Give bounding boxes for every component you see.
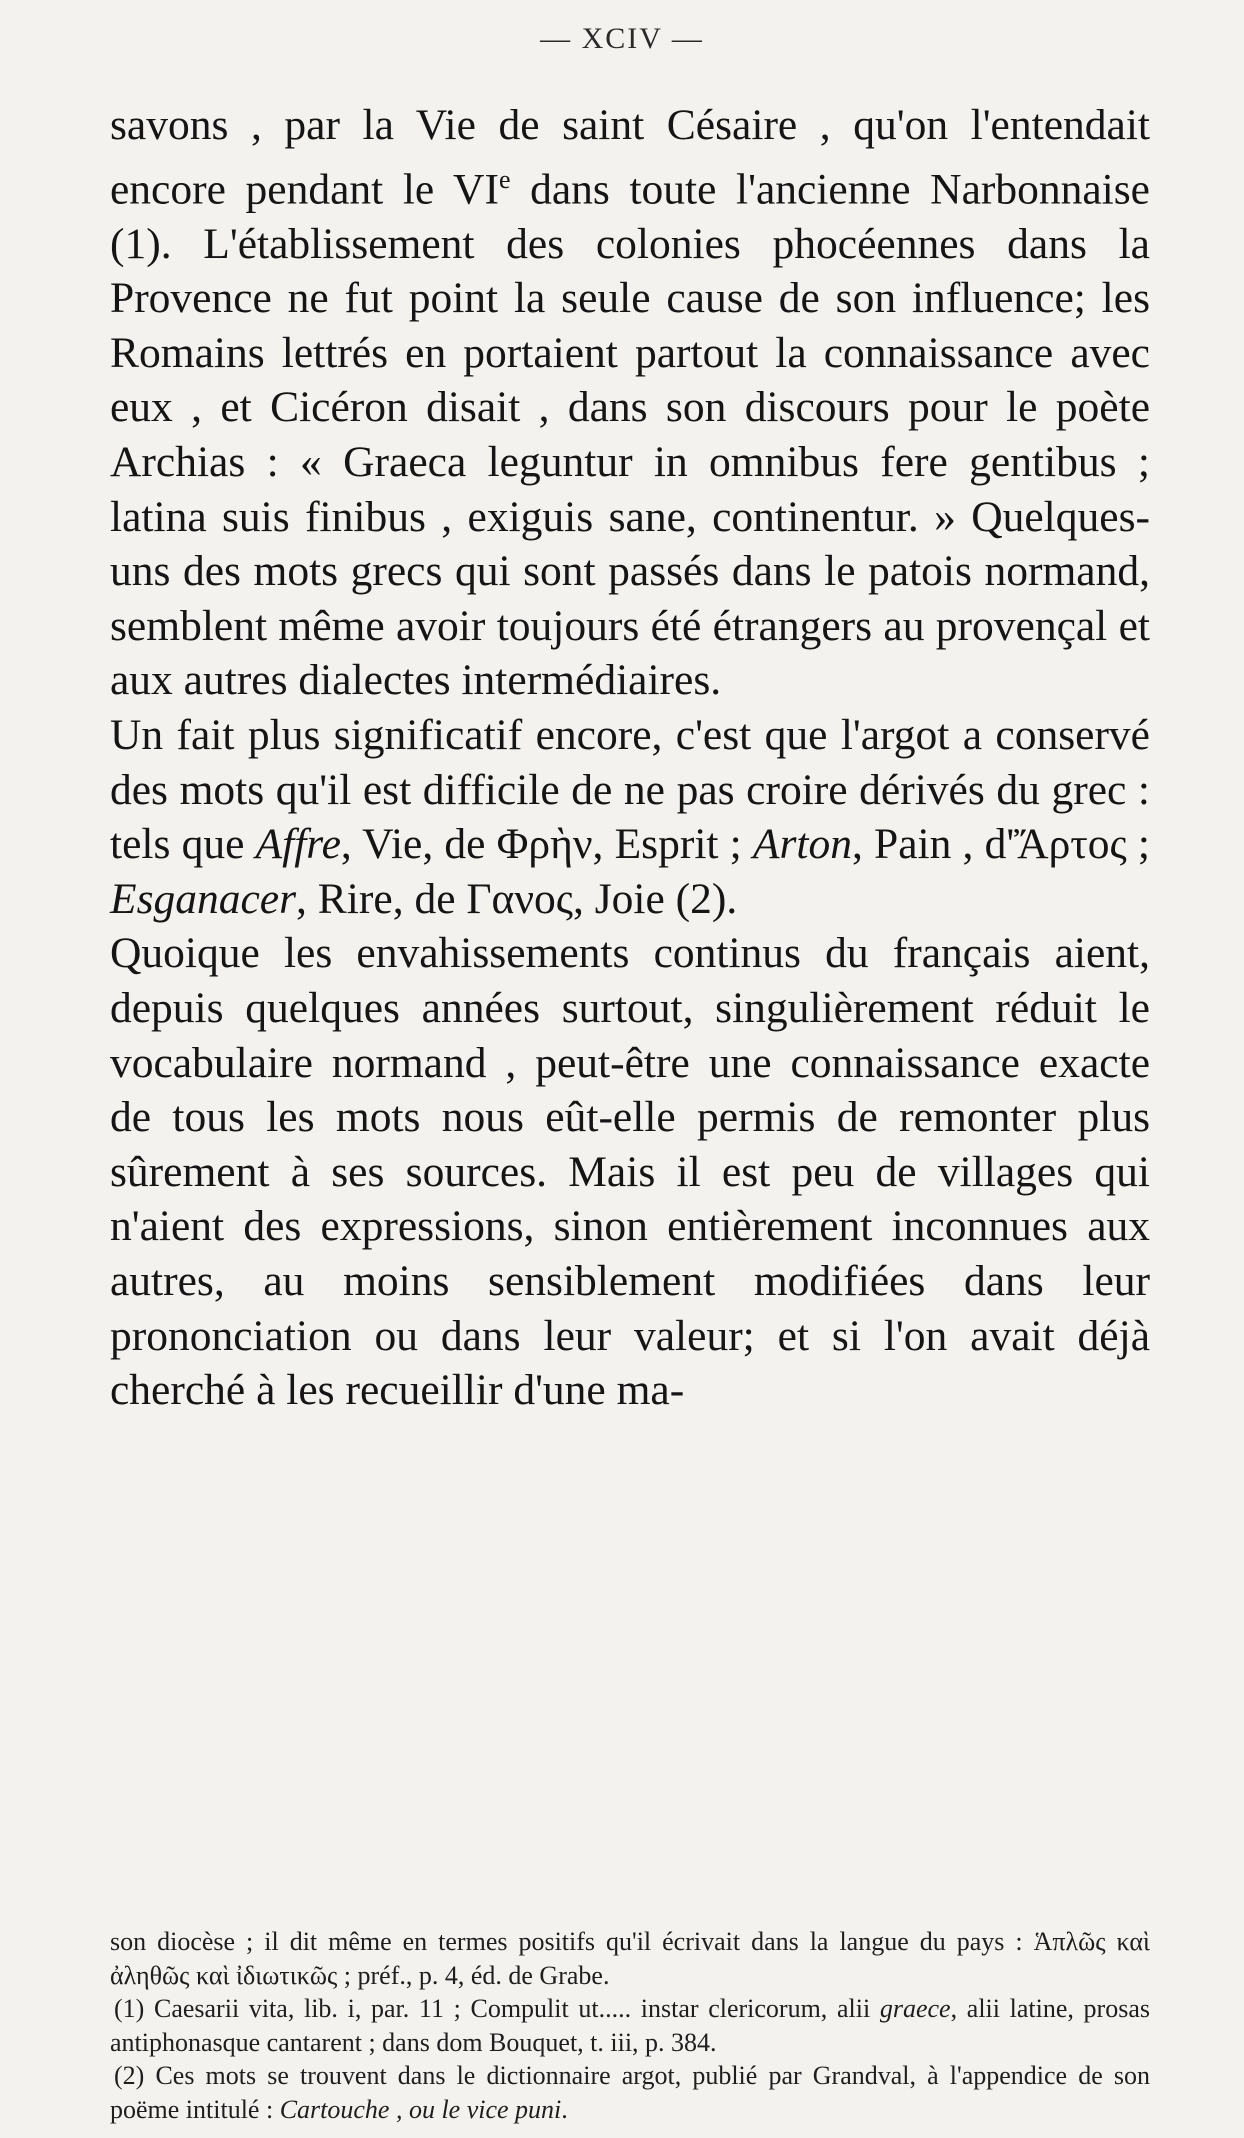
text-run: son diocèse ; il dit même en termes positifs qu'il écrivait dans la langue du pays : — [110, 1927, 1034, 1956]
page-number-header: — XCIV — — [540, 22, 704, 55]
text-run: ; préf., p. 4, éd. de Grabe. — [337, 1960, 610, 1990]
paragraph-2 — [110, 708, 1150, 926]
paragraph-3: Quoique les envahissements continus du français aient, depuis quelques années surtout, singulièrement réduit le vocabulaire normand , peut-être une connaissance exacte de tous les mots nous eût-elle permis de remonter plus sûrement à ses sources. Mais il est peu de villages qui n'aient des expressions, sinon entièrement inconnues aux autres, au moins sensiblement modifiées dans leur prononciation ou dans leur valeur; et si l'on avait déjà cherché à les recueillir d'une ma- — [110, 929, 1150, 1415]
greek-quote: Ἁπλῶς καὶ ἀληθῶς καὶ ἰδιωτικῶς — [110, 1927, 1150, 1990]
paragraph-1-rest: dans toute l'ancienne Narbonnaise (1). L'établissement des colonies phocéennes dans la Provence ne fut point la seule cause de son influence; les Romains lettrés en portaient partout la connaissance avec eux , et Cicéron disait , dans son discours pour le poète Archias : « Graeca leguntur in omnibus fere gentibus ; latina suis finibus , exiguis sane, continentur. » Quelques-uns des mots grecs qui sont passés dans le patois normand, semblent même avoir toujours été étrangers au provençal et aux autres dialectes intermédiaires. — [110, 165, 1150, 705]
text-run: , Rire, de — [296, 874, 467, 923]
text-run: , Vie, de — [340, 820, 497, 869]
argot-word-esganacer: Esganacer — [110, 874, 297, 923]
footnote-2 — [110, 2059, 1150, 2126]
text-run: , alii latine, prosas antiphonasque cantarent ; dans dom Bouquet, t. iii, p. 384. — [110, 1994, 1150, 2057]
paragraph-1 — [110, 98, 1150, 708]
text-run: . — [561, 2094, 568, 2124]
main-text — [110, 98, 1150, 1418]
text-run: (2) Ces mots se trouvent dans le dictionnaire argot, publié par Grandval, à l'appendice de son poëme intitulé : — [110, 2061, 1150, 2124]
poem-title: Cartouche , ou le vice puni — [279, 2094, 562, 2124]
century-superscript: e — [498, 164, 511, 194]
text-run: ; — [1126, 820, 1150, 869]
argot-word-arton: Arton — [752, 820, 852, 869]
greek-word-phren: Φρὴν — [496, 820, 593, 869]
paragraph-1-start: savons , par la Vie de saint Césaire , qu'on l'entendait encore pendant le VI — [110, 101, 1150, 214]
text-run: , Joie (2). — [572, 874, 738, 923]
greek-word-ganos: Γανος — [466, 874, 573, 923]
italic-word: graece — [879, 1994, 951, 2023]
greek-word-artos: Ἄρτος — [1014, 820, 1127, 869]
argot-word-affre: Affre — [255, 820, 341, 869]
footnotes — [110, 1925, 1150, 2126]
footnote-continuation — [110, 1925, 1150, 1992]
text-run: , Pain , d' — [852, 820, 1015, 869]
paragraph-2-start: Un fait plus significatif encore, c'est que l'argot a conservé des mots qu'il est difficile de ne pas croire dérivés du grec : tels que — [110, 711, 1150, 869]
text-run: , Esprit ; — [592, 820, 753, 869]
footnote-1 — [110, 1992, 1150, 2059]
text-run: (1) Caesarii vita, lib. i, par. 11 ; Compulit ut..... instar clericorum, alii — [114, 1994, 880, 2023]
